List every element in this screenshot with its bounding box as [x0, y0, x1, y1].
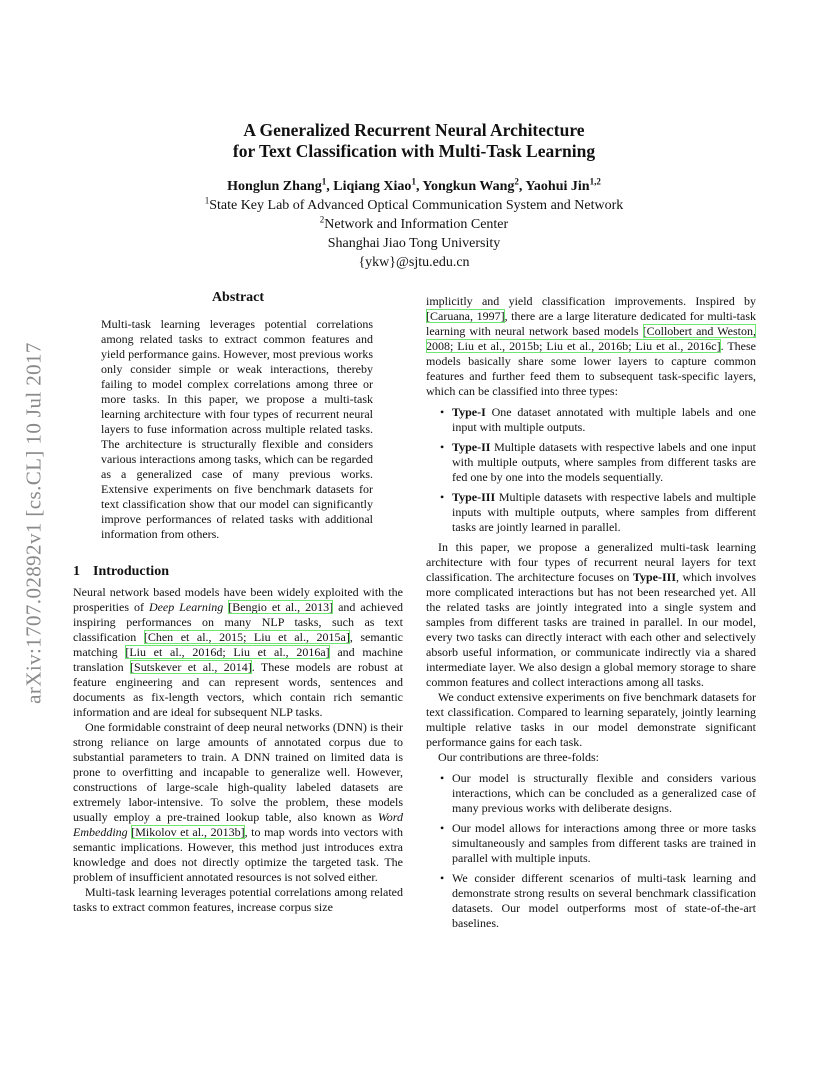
- abstract-title: Abstract: [211, 290, 265, 305]
- list-item: • Type-III Multiple datasets with respective labels and multiple inputs with multiple outputs, where samples from different tasks are jointly learned in parallel.: [426, 490, 756, 535]
- intro-paragraph-3: Multi-task learning leverages potential correlations among related tasks to extract common features, increase corpus size: [73, 885, 403, 914]
- citation-link[interactable]: [Caruana, 1997]: [426, 309, 505, 323]
- section-title-text: Introduction: [93, 564, 169, 579]
- author-name: Honglun Zhang: [227, 179, 322, 194]
- citation-link[interactable]: [Liu et al., 2016d; Liu et al., 2016a]: [125, 645, 330, 659]
- intro-paragraph-1: Neural network based models have been widely exploited with the prosperities of Deep Learning [Bengio et al., 2013] and achieved inspiring performances on many NLP tasks, such as text classification [Chen et al., 2015; Liu et al., 2015a], semantic matching [Liu et al., 2016d; Liu et al., 2016a] and machine translation [Sutskever et al., 2014]. These models are robust at feature engineering and can represent words, sentences and documents as fix-length vectors, which contain rich semantic information and are ideal for subsequent NLP tasks.: [73, 585, 404, 719]
- types-list: [426, 405, 756, 535]
- arxiv-watermark: [14, 296, 54, 750]
- citation-link[interactable]: [Mikolov et al., 2013b]: [131, 825, 245, 839]
- paper-header: [0, 120, 828, 272]
- affiliation-3: Shanghai Jiao Tong University: [327, 236, 501, 251]
- right-column: [426, 294, 756, 936]
- right-paragraph-3: We conduct extensive experiments on five benchmark datasets for text classification. Compared to learning separately, jointly learning multiple relative tasks in our model demonstrate significant performance gains for each task.: [426, 690, 756, 749]
- right-paragraph-1: implicitly and yield classification improvements. Inspired by [Caruana, 1997], there are a large literature dedicated for multi-task learning with neural network based models [Collobert and Weston, 2008; Liu et al., 2015b; Liu et al., 2016b; Liu et al., 2016c]. These models basically share some lower layers to capture common features and further feed them to subsequent task-specific layers, which can be classified into three types:: [426, 294, 757, 398]
- author-sup: 1: [321, 176, 327, 187]
- citation-link[interactable]: [Sutskever et al., 2014]: [130, 660, 252, 674]
- list-item: • Type-II Multiple datasets with respective labels and one input with multiple outputs, where samples from different tasks are fed one by one into the models sequentially.: [426, 440, 756, 485]
- title-line-1: A Generalized Recurrent Neural Architecture: [243, 120, 585, 140]
- title-line-2: for Text Classification with Multi-Task Learning: [232, 141, 596, 161]
- list-item: • Type-I One dataset annotated with multiple labels and one input with multiple outputs.: [426, 405, 756, 435]
- author-list: Honglun Zhang$^1$, Liqiang Xiao$^1$, Yongkun Wang$^2$, Yaohui Jin$^{1,2}$: [227, 176, 601, 194]
- email: {ykw}@sjtu.edu.cn: [358, 255, 470, 270]
- list-item: • Our model is structurally flexible and considers various interactions, which can be concluded as a generalized case of many previous works with deliberate designs.: [426, 771, 756, 816]
- citation-link[interactable]: [Chen et al., 2015; Liu et al., 2015a]: [143, 630, 350, 644]
- arxiv-id: arXiv:1707.02892v1 [cs.CL] 10 Jul 2017: [21, 342, 46, 704]
- section-title-introduction: [73, 564, 403, 579]
- author-name: Liqiang Xiao: [333, 179, 412, 194]
- affiliation-1: $^1$State Key Lab of Advanced Optical Communication System and Network: [204, 195, 624, 213]
- list-item: • We consider different scenarios of multi-task learning and demonstrate strong results on several benchmark classification datasets. Our model outperforms most of state-of-the-art baselines.: [426, 871, 756, 931]
- abstract-text: Multi-task learning leverages potential correlations among related tasks to extract common features and yield performance gains. However, most previous works only consider simple or weak interactions, thereby failing to model complex correlations among three or more tasks. In this paper, we propose a multi-task learning architecture with four types of recurrent neural layers to fuse information across multiple related tasks. The architecture is structurally flexible and considers various interactions among tasks, which can be regarded as a generalized case of many previous works. Extensive experiments on five benchmark datasets for text classification show that our model can significantly improve performances of related tasks with additional information from others.: [101, 317, 373, 541]
- list-item: • Our model allows for interactions among three or more tasks simultaneously and samples from different tasks are trained in parallel with multiple inputs.: [426, 821, 756, 866]
- citation-link[interactable]: [Bengio et al., 2013]: [228, 600, 334, 614]
- contributions-list: [426, 771, 756, 931]
- paper-title: [0, 120, 828, 162]
- author-sup: 1: [411, 176, 416, 187]
- author-name: Yongkun Wang: [422, 179, 515, 194]
- affiliation-2: $^2$Network and Information Center: [319, 214, 509, 232]
- citation-link[interactable]: [Collobert and Weston, 2008; Liu et al., 2015b; Liu et al., 2016b; Liu et al., 2016c]: [426, 324, 756, 353]
- author-sup: 1,2: [589, 176, 601, 187]
- author-name: Yaohui Jin: [525, 179, 590, 194]
- section-number: 1: [73, 564, 80, 579]
- author-sup: 2: [514, 176, 519, 187]
- left-column: [73, 290, 403, 915]
- intro-paragraph-2: One formidable constraint of deep neural networks (DNN) is their strong reliance on large amounts of annotated corpus due to substantial parameters to train. A DNN trained on limited data is prone to overfitting and incapable to generalize well. However, constructions of large-scale high-quality labeled datasets are extremely labor-intensive. To solve the problem, these models usually employ a pre-trained lookup table, also known as Word Embedding [Mikolov et al., 2013b], to map words into vectors with semantic implications. However, this method just introduces extra knowledge and does not directly optimize the targeted task. The problem of insufficient annotated resources is not solved either.: [73, 720, 404, 884]
- right-paragraph-2: In this paper, we propose a generalized multi-task learning architecture with four types of recurrent neural layers for text classification. The architecture focuses on Type-III, which involves more complicated interactions but has not been researched yet. All the related tasks are jointly integrated into a single system and samples from different tasks are trained in parallel. In our model, every two tasks can directly interact with each other and selectively absorb useful information, or communicate indirectly via a shared intermediate layer. We also design a global memory storage to share common features and collect interactions among all tasks.: [426, 540, 756, 689]
- right-paragraph-4: Our contributions are three-folds:: [438, 750, 599, 764]
